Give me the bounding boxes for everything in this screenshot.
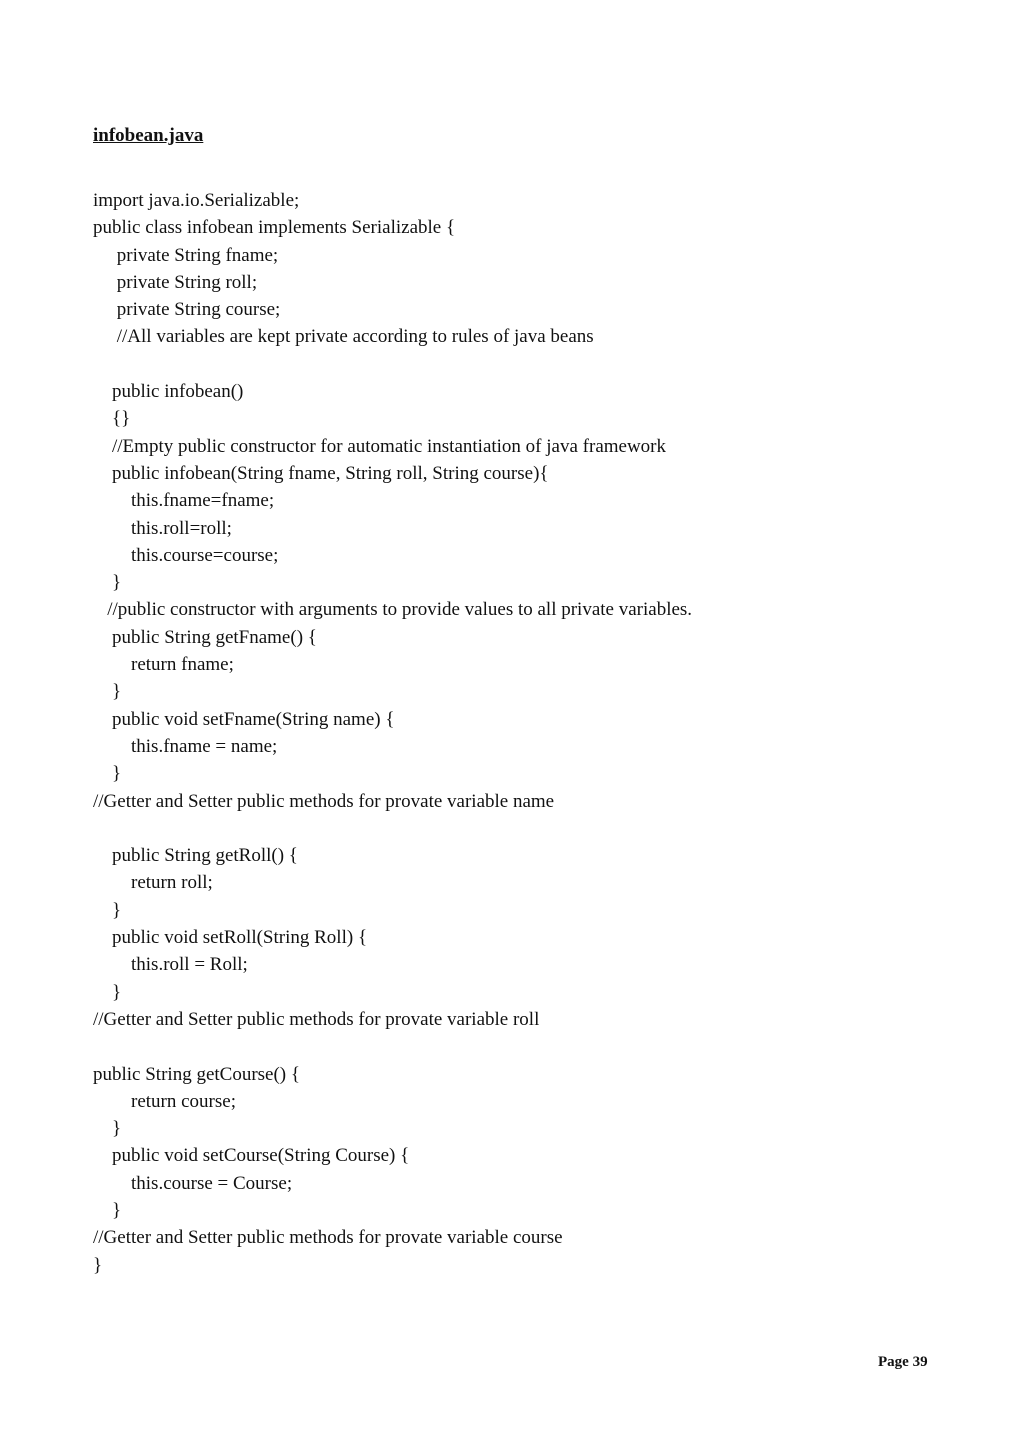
code-line-2: public class infobean implements Serializable {: [93, 217, 456, 239]
code-line-38: }: [93, 1199, 122, 1221]
code-line-28: public void setRoll(String Roll) {: [93, 927, 368, 949]
code-line-26: return roll;: [93, 872, 213, 894]
code-line-27: }: [93, 899, 122, 921]
file-title: infobean.java: [93, 125, 204, 146]
code-line-39: //Getter and Setter public methods for provate variable course: [93, 1227, 563, 1249]
code-line-6: //All variables are kept private according to rules of java beans: [93, 326, 594, 348]
code-line-11: public infobean(String fname, String roll, String course){: [93, 462, 549, 484]
code-line-25: public String getRoll() {: [93, 845, 298, 867]
page-number: Page 39: [878, 1354, 928, 1370]
code-line-34: return course;: [93, 1090, 236, 1112]
code-line-23: //Getter and Setter public methods for provate variable name: [93, 790, 555, 812]
code-line-7: [93, 351, 692, 378]
code-line-12: this.fname=fname;: [93, 490, 275, 512]
code-line-13: this.roll=roll;: [93, 517, 232, 539]
code-line-8: public infobean(): [93, 381, 244, 403]
code-line-37: this.course = Course;: [93, 1172, 293, 1194]
code-line-36: public void setCourse(String Course) {: [93, 1145, 410, 1167]
code-line-32: [93, 1033, 692, 1060]
code-line-21: this.fname = name;: [93, 735, 278, 757]
code-line-40: }: [93, 1254, 103, 1276]
code-line-17: public String getFname() {: [93, 626, 317, 648]
code-line-16: //public constructor with arguments to provide values to all private variables.: [93, 599, 693, 621]
code-line-1: import java.io.Serializable;: [93, 190, 300, 211]
code-line-33: public String getCourse() {: [93, 1063, 301, 1085]
code-line-5: private String course;: [93, 299, 281, 321]
code-line-18: return fname;: [93, 654, 234, 676]
code-line-20: public void setFname(String name) {: [93, 708, 395, 730]
code-line-19: }: [93, 681, 122, 703]
code-line-15: }: [93, 572, 122, 594]
code-line-22: }: [93, 763, 122, 785]
code-line-14: this.course=course;: [93, 544, 279, 566]
code-line-4: private String roll;: [93, 271, 258, 293]
code-line-35: }: [93, 1118, 122, 1140]
code-line-9: {}: [93, 408, 131, 430]
code-line-3: private String fname;: [93, 244, 279, 266]
code-line-10: //Empty public constructor for automatic instantiation of java framework: [93, 435, 667, 457]
code-line-24: [93, 815, 692, 842]
code-line-30: }: [93, 981, 122, 1003]
code-line-29: this.roll = Roll;: [93, 954, 248, 976]
code-block: [93, 187, 692, 1279]
code-line-31: //Getter and Setter public methods for provate variable roll: [93, 1008, 540, 1030]
